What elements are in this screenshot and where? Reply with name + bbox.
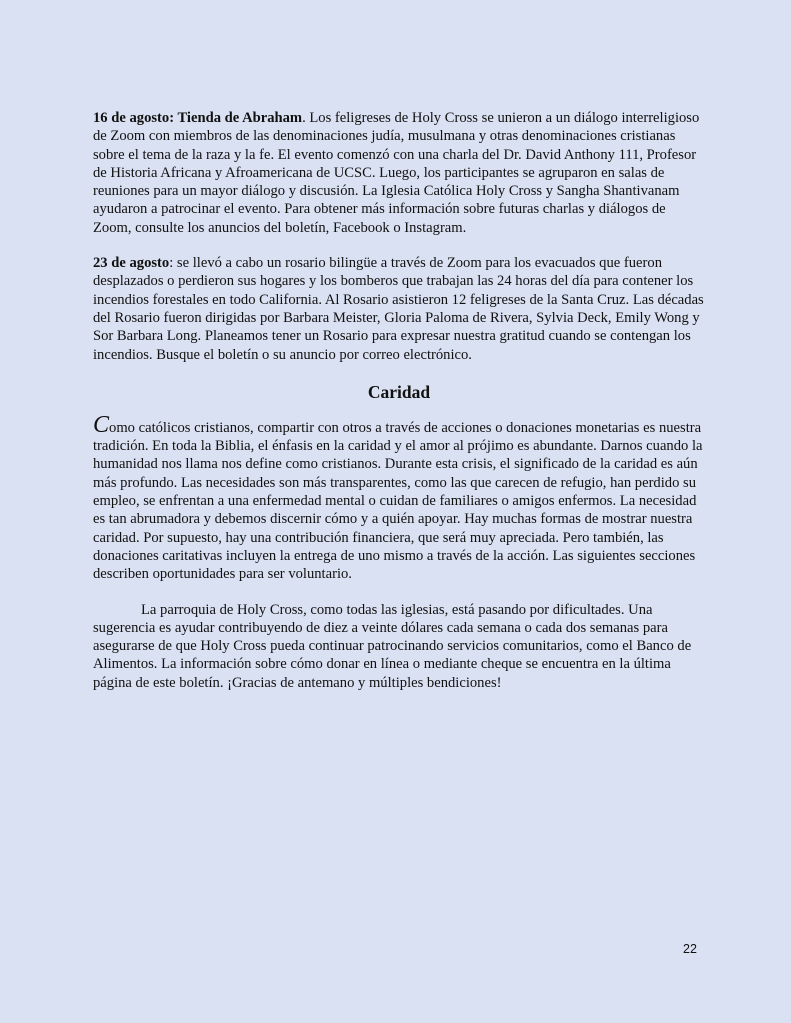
paragraph-lead-date: 23 de agosto [93, 255, 170, 272]
page-number: 22 [683, 942, 697, 956]
drop-cap: C [93, 411, 110, 438]
page-content [93, 109, 705, 692]
paragraph-body: . Los feligreses de Holy Cross se unieron a un diálogo interreligioso de Zoom con miembros de las denominaciones judía, musulmana y otras denominaciones cristianas sobre el tema de la raza y la fe. El evento comenzó con una charla del Dr. David Anthony 111, Profesor de Historia Africana y Afroamericana de UCSC. Luego, los participantes se agruparon en salas de reuniones para un mayor diálogo y discusión. La Iglesia Católica Holy Cross y Sangha Shantivanam ayudaron a patrocinar el evento. Para obtener más información sobre futuras charlas y diálogos de Zoom, consulte los anuncios del boletín, Facebook o Instagram. [93, 110, 700, 236]
paragraph-rosario [93, 254, 705, 364]
paragraph-body: : se llevó a cabo un rosario bilingüe a través de Zoom para los evacuados que fueron desplazados o perdieron sus hogares y los bomberos que trabajan las 24 horas del día para contener los incendios forestales en todo California. Al Rosario asistieron 12 feligreses de la Santa Cruz. Las décadas del Rosario fueron dirigidas por Barbara Meister, Gloria Paloma de Rivera, Sylvia Deck, Emily Wong y Sor Barbara Long. Planeamos tener un Rosario para expresar nuestra gratitud cuando se contengan los incendios. Busque el boletín o su anuncio por correo electrónico. [93, 255, 704, 363]
paragraph-tienda-de-abraham [93, 109, 705, 237]
paragraph-body: omo católicos cristianos, compartir con otros a través de acciones o donaciones monetarias es nuestra tradición. En toda la Biblia, el énfasis en la caridad y el amor al prójimo es abundante. Darnos cuando la humanidad nos llama nos define como cristianos. Durante esta crisis, el significado de la caridad es aún más profundo. Las necesidades son más transparentes, como las que carecen de refugio, han perdido su empleo, se enfrentan a una enfermedad mental o cuidan de familiares o amigos enfermos. La necesidad es tan abrumadora y debemos discernir cómo y a quién apoyar. Hay muchas formas de mostrar nuestra caridad. Por supuesto, hay una contribución financiera, que será muy apreciada. Pero también, las donaciones caritativas incluyen la entrega de uno mismo a través de la acción. Las siguientes secciones describen oportunidades para ser voluntario. [93, 419, 703, 583]
paragraph-caridad-intro [93, 411, 705, 584]
paragraph-parroquia: La parroquia de Holy Cross, como todas las iglesias, está pasando por dificultades. Una sugerencia es ayudar contribuyendo de diez a veinte dólares cada semana o cada dos semanas para asegurarse de que Holy Cross pueda continuar patrocinando servicios comunitarios, como el Banco de Alimentos. La información sobre cómo donar en línea o mediante cheque se encuentra en la última página de este boletín. ¡Gracias de antemano y múltiples bendiciones! [93, 601, 692, 691]
paragraph-lead-date: 16 de agosto: Tienda de Abraham [93, 110, 303, 126]
section-title-caridad: Caridad [367, 381, 431, 402]
